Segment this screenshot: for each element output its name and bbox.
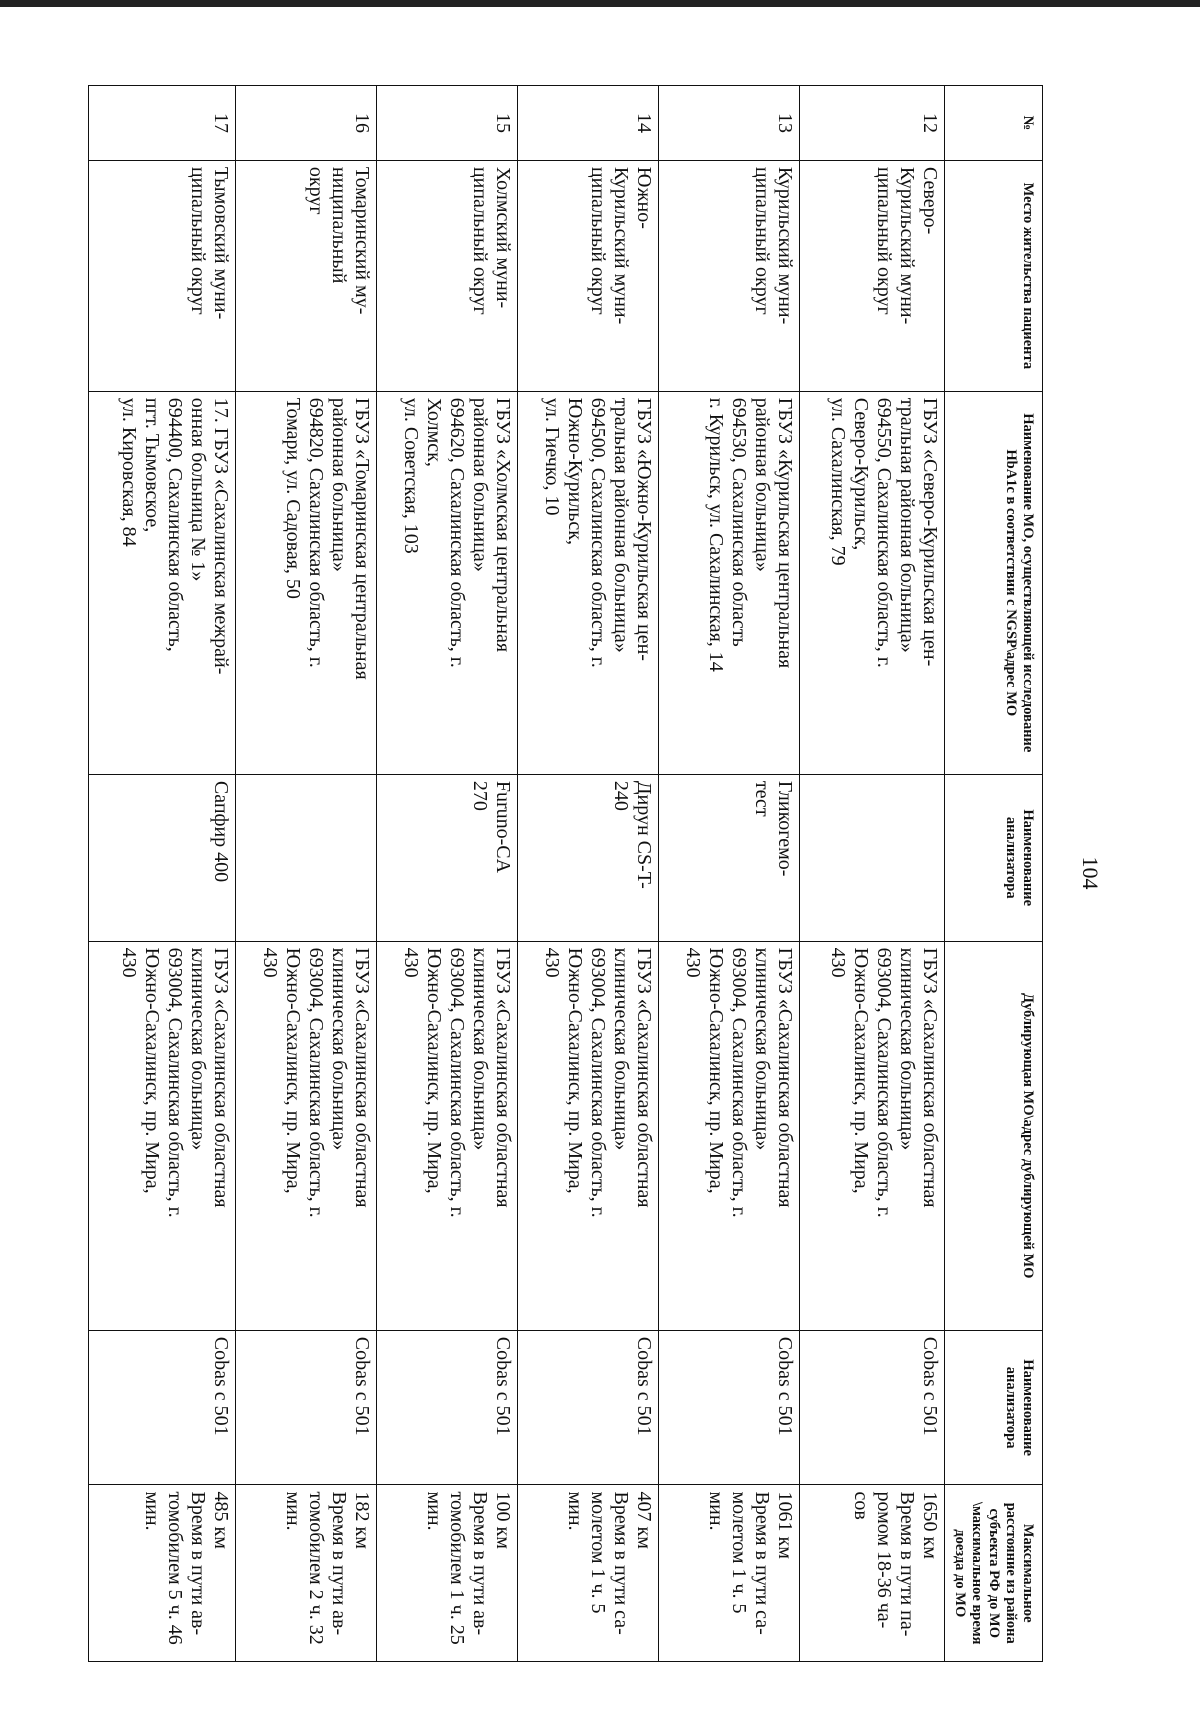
cell-line: 693004, Сахалинская область, г. bbox=[587, 947, 610, 1218]
cell-line: 407 км bbox=[633, 1491, 656, 1549]
header-residence: Место жительства пациента bbox=[945, 160, 1043, 391]
cell-line: ципальный округ bbox=[186, 166, 209, 315]
cell-line: клиническая больница» bbox=[896, 947, 918, 1151]
cell-analyzer bbox=[235, 774, 376, 941]
table-row bbox=[518, 86, 659, 1662]
cell-line: сов bbox=[850, 1491, 872, 1520]
cell-line: 430 bbox=[117, 947, 140, 978]
cell-line: 430 bbox=[258, 947, 281, 978]
cell-line: округ bbox=[304, 166, 327, 215]
cell-line: Время в пути па- bbox=[896, 1491, 918, 1637]
header-num: № bbox=[945, 86, 1043, 161]
cell-line: Южно-Сахалинск, пр. Мира, bbox=[564, 947, 587, 1194]
cell-line: тральная районная больница» bbox=[896, 397, 918, 653]
cell-mo bbox=[518, 391, 659, 774]
cell-residence bbox=[235, 160, 376, 391]
cell-line: пгт. Тымовское, bbox=[140, 397, 163, 533]
cell-line: ул. Сахалинская, 79 bbox=[827, 397, 849, 566]
cell-distance bbox=[89, 1485, 236, 1662]
cell-line: мин. bbox=[423, 1491, 446, 1531]
cell-line: Томари, ул. Садовая, 50 bbox=[281, 397, 304, 599]
cell-line: Время в пути ав- bbox=[327, 1491, 350, 1636]
cell-residence bbox=[376, 160, 517, 391]
cell-line: ГБУЗ «Томаринская центральная bbox=[350, 397, 373, 680]
cell-dup-analyzer bbox=[89, 1330, 236, 1485]
cell-line: ГБУЗ «Северо-Курильская цен- bbox=[919, 397, 941, 667]
cell-line: тральная районная больница» bbox=[610, 397, 633, 653]
cell-line: Северо-Курильск, bbox=[850, 397, 872, 551]
cell-line: ниципальный bbox=[327, 166, 350, 284]
table-row bbox=[659, 86, 800, 1662]
cell-num: 15 bbox=[376, 86, 517, 161]
cell-analyzer bbox=[89, 774, 236, 941]
cell-dup-mo bbox=[518, 941, 659, 1330]
cell-line: Холмск, bbox=[423, 397, 446, 467]
cell-residence bbox=[518, 160, 659, 391]
cell-line: районная больница» bbox=[469, 397, 492, 572]
cell-line: молетом 1 ч. 5 bbox=[728, 1491, 751, 1614]
header-mo: Наименование МО, осуществляющей исследование HbA1c в соответствии с NGSP\адрес МО bbox=[945, 391, 1043, 774]
table-row bbox=[800, 86, 945, 1662]
table-row bbox=[235, 86, 376, 1662]
cell-distance bbox=[235, 1485, 376, 1662]
cell-line: 100 км bbox=[492, 1491, 515, 1549]
cell-line: Южно-Курильск, bbox=[564, 397, 587, 545]
cell-line: ГБУЗ «Южно-Курильская цен- bbox=[633, 397, 656, 661]
cell-line: клиническая больница» bbox=[751, 947, 774, 1151]
cell-line: Холмский муни- bbox=[492, 166, 515, 309]
cell-line: Курильский муни- bbox=[896, 166, 918, 325]
cell-mo bbox=[376, 391, 517, 774]
cell-line: ромом 18-36 ча- bbox=[873, 1491, 895, 1629]
cell-dup-mo bbox=[235, 941, 376, 1330]
cell-line: районная больница» bbox=[327, 397, 350, 572]
cell-dup-analyzer bbox=[518, 1330, 659, 1485]
cell-num: 14 bbox=[518, 86, 659, 161]
cell-line: Курильский муни- bbox=[610, 166, 633, 325]
cell-line: ул. Советская, 103 bbox=[400, 397, 423, 554]
cell-line: клиническая больница» bbox=[186, 947, 209, 1151]
cell-line: ГБУЗ «Сахалинская областная bbox=[774, 947, 797, 1208]
cell-line: 430 bbox=[682, 947, 705, 978]
cell-line: 17. ГБУЗ «Сахалинская межрай- bbox=[209, 397, 232, 675]
cell-line: Южно- bbox=[633, 166, 656, 229]
header-distance: Максимальное расстояние из района субъекта РФ до МО \максимальное время доезда до МО bbox=[945, 1485, 1043, 1662]
cell-line: Южно-Сахалинск, пр. Мира, bbox=[281, 947, 304, 1194]
cell-line: ГБУЗ «Курильская центральная bbox=[774, 397, 797, 669]
cell-line: Сапфир 400 bbox=[209, 780, 232, 883]
cell-line: ципальный округ bbox=[751, 166, 774, 315]
cell-line: Cobas c 501 bbox=[919, 1336, 941, 1436]
cell-line: Время в пути ав- bbox=[186, 1491, 209, 1636]
hospital-table bbox=[88, 85, 1043, 1662]
cell-mo bbox=[235, 391, 376, 774]
cell-line: 694550, Сахалинская область, г. bbox=[873, 397, 895, 668]
cell-line: 693004, Сахалинская область, г. bbox=[446, 947, 469, 1218]
cell-line: Cobas c 501 bbox=[633, 1336, 656, 1436]
cell-distance bbox=[376, 1485, 517, 1662]
cell-dup-mo bbox=[89, 941, 236, 1330]
cell-dup-analyzer bbox=[235, 1330, 376, 1485]
cell-line: 693004, Сахалинская область, г. bbox=[304, 947, 327, 1218]
cell-distance bbox=[659, 1485, 800, 1662]
cell-line: г. Курильск, ул. Сахалинская, 14 bbox=[705, 397, 728, 672]
cell-line: 693004, Сахалинская область, г. bbox=[163, 947, 186, 1218]
cell-line: клиническая больница» bbox=[327, 947, 350, 1151]
cell-line: 694530, Сахалинская область bbox=[728, 397, 751, 647]
cell-line: 240 bbox=[610, 780, 633, 811]
cell-line: 694820, Сахалинская область, г. bbox=[304, 397, 327, 668]
cell-line: Курильский муни- bbox=[774, 166, 797, 325]
cell-line: 693004, Сахалинская область, г. bbox=[728, 947, 751, 1218]
cell-mo bbox=[800, 391, 945, 774]
cell-line: ципальный округ bbox=[587, 166, 610, 315]
cell-line: Время в пути са- bbox=[751, 1491, 774, 1635]
cell-line: 485 км bbox=[209, 1491, 232, 1549]
cell-residence bbox=[89, 160, 236, 391]
cell-line: Томаринский му- bbox=[350, 166, 373, 315]
cell-line: 182 км bbox=[350, 1491, 373, 1549]
header-dup-analyzer: Наименование анализатора bbox=[945, 1330, 1043, 1485]
cell-mo bbox=[89, 391, 236, 774]
header-dup-mo: Дублирующая МО\адрес дублирующей МО bbox=[945, 941, 1043, 1330]
cell-line: мин. bbox=[705, 1491, 728, 1531]
cell-line: ГБУЗ «Сахалинская областная bbox=[919, 947, 941, 1208]
cell-line: Южно-Сахалинск, пр. Мира, bbox=[705, 947, 728, 1194]
cell-line: 1061 км bbox=[774, 1491, 797, 1559]
cell-line: мин. bbox=[564, 1491, 587, 1531]
cell-line: клиническая больница» bbox=[469, 947, 492, 1151]
cell-line: тест bbox=[751, 780, 774, 817]
cell-line: 693004, Сахалинская область, г. bbox=[873, 947, 895, 1218]
cell-line: 1650 км bbox=[919, 1491, 941, 1559]
cell-residence bbox=[659, 160, 800, 391]
cell-distance bbox=[800, 1485, 945, 1662]
page-number: 104 bbox=[1078, 856, 1103, 890]
cell-line: ул. Гиечко, 10 bbox=[541, 397, 564, 516]
cell-line: Cobas c 501 bbox=[350, 1336, 373, 1436]
cell-dup-analyzer bbox=[800, 1330, 945, 1485]
cell-line: Время в пути са- bbox=[610, 1491, 633, 1635]
cell-line: Cobas c 501 bbox=[492, 1336, 515, 1436]
cell-line: 430 bbox=[541, 947, 564, 978]
header-analyzer: Наименование анализатора bbox=[945, 774, 1043, 941]
cell-line: районная больница» bbox=[751, 397, 774, 572]
table-header-row bbox=[945, 86, 1043, 1662]
cell-line: онная больница № 1» bbox=[186, 397, 209, 582]
cell-dup-mo bbox=[659, 941, 800, 1330]
top-border-line bbox=[0, 0, 1200, 7]
cell-line: 694620, Сахалинская область, г. bbox=[446, 397, 469, 668]
cell-line: Южно-Сахалинск, пр. Мира, bbox=[140, 947, 163, 1194]
cell-line: томобилем 1 ч. 25 bbox=[446, 1491, 469, 1645]
cell-num: 16 bbox=[235, 86, 376, 161]
table-row bbox=[376, 86, 517, 1662]
cell-line: Северо- bbox=[919, 166, 941, 235]
cell-line: томобилем 2 ч. 32 bbox=[304, 1491, 327, 1645]
cell-dup-mo bbox=[376, 941, 517, 1330]
cell-line: ГБУЗ «Сахалинская областная bbox=[209, 947, 232, 1208]
cell-line: Южно-Сахалинск, пр. Мира, bbox=[850, 947, 872, 1194]
cell-mo bbox=[659, 391, 800, 774]
cell-line: ГБУЗ «Сахалинская областная bbox=[492, 947, 515, 1208]
cell-analyzer bbox=[518, 774, 659, 941]
cell-analyzer bbox=[376, 774, 517, 941]
cell-analyzer bbox=[659, 774, 800, 941]
cell-dup-analyzer bbox=[659, 1330, 800, 1485]
cell-num: 17 bbox=[89, 86, 236, 161]
cell-num: 12 bbox=[800, 86, 945, 161]
cell-line: Дирун CS-T- bbox=[633, 780, 656, 889]
cell-line: 430 bbox=[827, 947, 849, 978]
cell-line: ципальный округ bbox=[469, 166, 492, 315]
cell-line: Cobas c 501 bbox=[774, 1336, 797, 1436]
cell-line: ципальный округ bbox=[873, 166, 895, 315]
cell-dup-mo bbox=[800, 941, 945, 1330]
cell-line: ГБУЗ «Сахалинская областная bbox=[350, 947, 373, 1208]
cell-line: 430 bbox=[400, 947, 423, 978]
cell-line: Furuno-CA bbox=[492, 780, 515, 874]
cell-line: Гликогемо- bbox=[774, 780, 797, 877]
cell-analyzer bbox=[800, 774, 945, 941]
cell-line: 694400, Сахалинская область, bbox=[163, 397, 186, 652]
cell-line: ул. Кировская, 84 bbox=[117, 397, 140, 547]
cell-line: Южно-Сахалинск, пр. Мира, bbox=[423, 947, 446, 1194]
cell-line: 270 bbox=[469, 780, 492, 811]
cell-line: мин. bbox=[140, 1491, 163, 1531]
cell-line: 694500, Сахалинская область, г. bbox=[587, 397, 610, 668]
cell-line: Время в пути ав- bbox=[469, 1491, 492, 1636]
cell-line: Cobas c 501 bbox=[209, 1336, 232, 1436]
cell-residence bbox=[800, 160, 945, 391]
cell-line: молетом 1 ч. 5 bbox=[587, 1491, 610, 1614]
cell-line: томобилем 5 ч. 46 bbox=[163, 1491, 186, 1645]
cell-line: клиническая больница» bbox=[610, 947, 633, 1151]
rotated-page-content bbox=[88, 85, 1043, 1662]
cell-dup-analyzer bbox=[376, 1330, 517, 1485]
cell-line: ГБУЗ «Сахалинская областная bbox=[633, 947, 656, 1208]
cell-line: ГБУЗ «Холмская центральная bbox=[492, 397, 515, 653]
cell-line: мин. bbox=[281, 1491, 304, 1531]
cell-distance bbox=[518, 1485, 659, 1662]
cell-num: 13 bbox=[659, 86, 800, 161]
table-row bbox=[89, 86, 236, 1662]
cell-line: Тымовский муни- bbox=[209, 166, 232, 320]
